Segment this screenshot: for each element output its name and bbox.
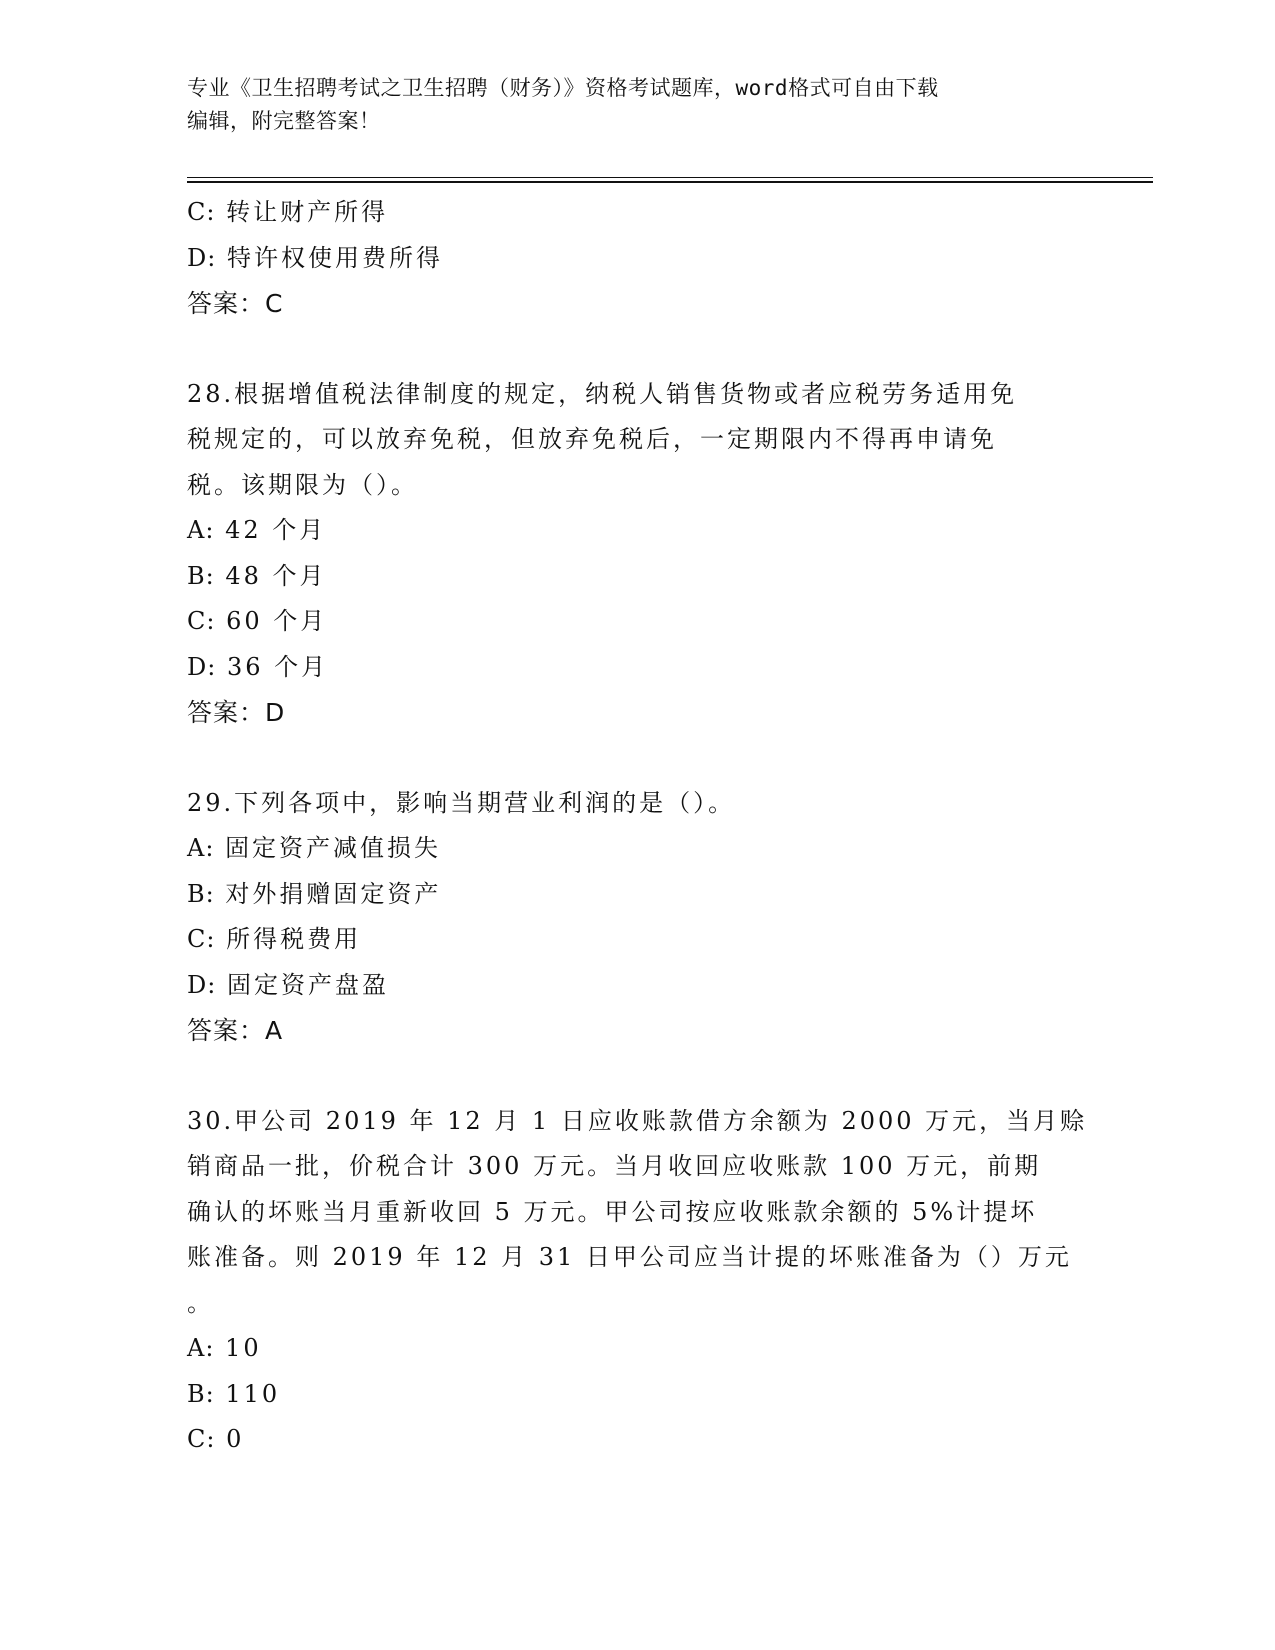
spacer [187, 1054, 1087, 1099]
question-29 [187, 781, 1087, 1054]
option-b: B: 48 个月 [187, 561, 327, 590]
document-body [187, 190, 1087, 1463]
option-c: C: 0 [187, 1425, 245, 1453]
option-b: B: 110 [187, 1379, 281, 1408]
option-c: C: 60 个月 [187, 607, 328, 635]
spacer [187, 327, 1087, 372]
question-text-line: 。 [187, 1288, 214, 1317]
question-text-line: 销商品一批，价税合计 300 万元。当月收回应收账款 100 万元，前期 [187, 1152, 1042, 1180]
header-line-1: 专业《卫生招聘考试之卫生招聘（财务）》资格考试题库，word格式可自由下载 [187, 76, 939, 100]
option-c: C: 所得税费用 [187, 925, 362, 953]
question-text-line: 账准备。则 2019 年 12 月 31 日甲公司应当计提的坏账准备为（）万元 [187, 1243, 1072, 1271]
option-c: C: 转让财产所得 [187, 198, 389, 226]
option-d: D: 固定资产盘盈 [187, 970, 389, 999]
option-a: A: 固定资产减值损失 [187, 834, 442, 862]
page-header [187, 72, 1087, 138]
question-text-line: 税规定的，可以放弃免税，但放弃免税后，一定期限内不得再申请免 [187, 425, 997, 453]
question-text-line: 确认的坏账当月重新收回 5 万元。甲公司按应收账款余额的 5%计提坏 [187, 1197, 1038, 1226]
question-text-line: 29.下列各项中，影响当期营业利润的是（）。 [187, 788, 736, 817]
answer-line: 答案：D [187, 698, 286, 727]
option-a: A: 42 个月 [187, 516, 327, 544]
question-text-line: 28.根据增值税法律制度的规定，纳税人销售货物或者应税劳务适用免 [187, 379, 1018, 408]
answer-line: 答案：A [187, 1016, 284, 1045]
question-28 [187, 372, 1087, 736]
question-30 [187, 1099, 1087, 1463]
option-a: A: 10 [187, 1334, 262, 1362]
header-divider-thick [187, 181, 1153, 183]
question-27-tail [187, 190, 1087, 327]
spacer [187, 736, 1087, 781]
header-divider-thin [187, 177, 1153, 178]
option-d: D: 特许权使用费所得 [187, 243, 443, 272]
header-line-2: 编辑，附完整答案！ [187, 109, 381, 133]
question-text-line: 税。该期限为（）。 [187, 470, 418, 499]
question-text-line: 30.甲公司 2019 年 12 月 1 日应收账款借方余额为 2000 万元，当月赊 [187, 1106, 1088, 1135]
option-b: B: 对外捐赠固定资产 [187, 879, 442, 908]
option-d: D: 36 个月 [187, 652, 329, 681]
answer-line: 答案：C [187, 289, 284, 318]
